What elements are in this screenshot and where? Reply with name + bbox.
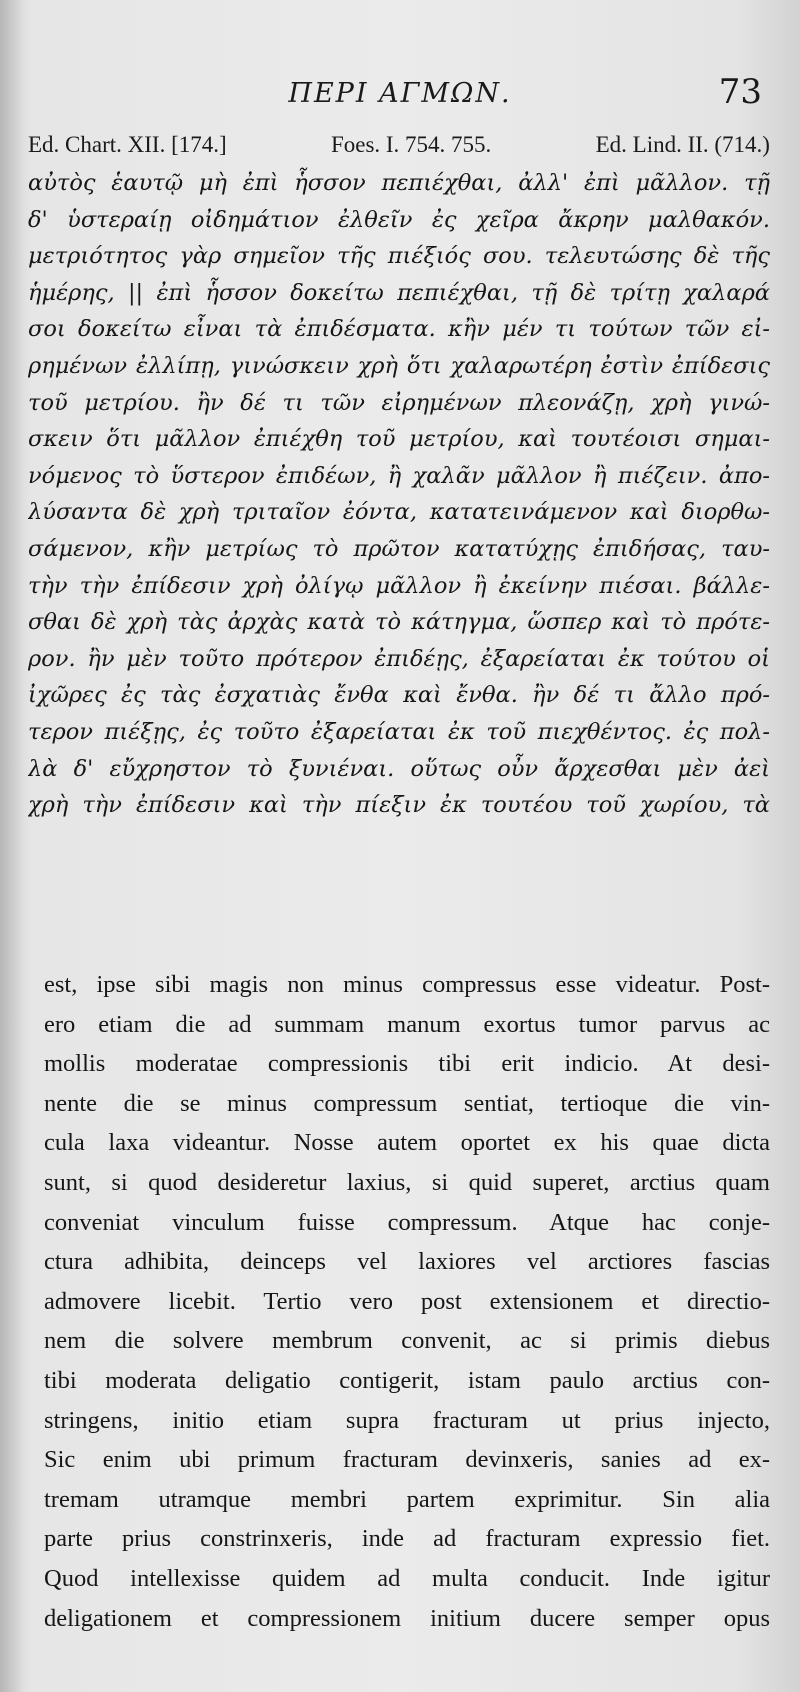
latin-line: tremam utramque membri partem exprimitur. Sin alia	[44, 1485, 770, 1513]
latin-line: ctura adhibita, deinceps vel laxiores vel arctiores fascias	[44, 1248, 770, 1276]
greek-line: νόμενος τὸ ὕστερον ἐπιδέων, ἢ χαλᾶν μᾶλλον ἢ πιέζειν. ἀπο-	[28, 462, 770, 489]
latin-line: deligationem et compressionem initium ducere semper opus	[44, 1604, 770, 1632]
latin-line: nem die solvere membrum convenit, ac si primis diebus	[44, 1327, 770, 1355]
page-number: 73	[718, 72, 762, 112]
greek-line: αὐτὸς ἑαυτῷ μὴ ἐπὶ ἧσσον πεπιέχθαι, ἀλλ' ἐπὶ μᾶλλον. τῇ	[28, 170, 770, 196]
latin-line: admovere licebit. Tertio vero post extensionem et directio-	[44, 1287, 770, 1315]
latin-line: ero etiam die ad summam manum exortus tumor parvus ac	[44, 1010, 770, 1038]
greek-line: σκειν ὅτι μᾶλλον ἐπιέχθη τοῦ μετρίου, καὶ τουτέοισι σημαι-	[28, 426, 770, 453]
greek-line: χρὴ τὴν ἐπίδεσιν καὶ τὴν πίεξιν ἐκ τουτέου τοῦ χωρίου, τὰ	[28, 792, 770, 819]
latin-line: cula laxa videantur. Nosse autem oportet ex his quae dicta	[44, 1129, 770, 1157]
latin-line: stringens, initio etiam supra fracturam ut prius injecto,	[44, 1406, 770, 1434]
edition-ref-linden: Ed. Lind. II. (714.)	[595, 132, 770, 157]
latin-line: Sic enim ubi primum fracturam devinxeris, sanies ad ex-	[44, 1446, 770, 1474]
latin-line: Quod intellexisse quidem ad multa conducit. Inde igitur	[44, 1564, 770, 1592]
latin-line: mollis moderatae compressionis tibi erit indicio. At desi-	[44, 1050, 770, 1078]
edition-ref-chartier: Ed. Chart. XII. [174.]	[28, 132, 227, 157]
greek-line: ρον. ἢν μὲν τοῦτο πρότερον ἐπιδέῃς, ἐξαρείαται ἐκ τούτου οἱ	[28, 645, 770, 672]
greek-line: ἡμέρης, || ἐπὶ ἧσσον δοκείτω πεπιέχθαι, τῇ δὲ τρίτῃ χαλαρά	[28, 279, 770, 306]
latin-line: est, ipse sibi magis non minus compressus esse videatur. Post-	[44, 971, 770, 998]
page-edge-shadow	[0, 0, 24, 1692]
edition-references	[28, 132, 770, 158]
greek-line: δ' ὑστεραίῃ οἰδημάτιον ἐλθεῖν ἐς χεῖρα ἄκρην μαλθακόν.	[28, 206, 770, 233]
page-header	[0, 72, 800, 122]
latin-line: conveniat vinculum fuisse compressum. Atque hac conje-	[44, 1208, 770, 1236]
greek-line: λύσαντα δὲ χρὴ τριταῖον ἐόντα, κατατεινάμενον καὶ διορθω-	[28, 499, 770, 526]
latin-line: parte prius constrinxeris, inde ad fracturam expressio fiet.	[44, 1525, 770, 1553]
greek-line: σθαι δὲ χρὴ τὰς ἀρχὰς κατὰ τὸ κάτηγμα, ὥσπερ καὶ τὸ πρότε-	[28, 609, 770, 636]
latin-text-block	[44, 965, 770, 1638]
greek-line: λὰ δ' εὔχρηστον τὸ ξυνιέναι. οὕτως οὖν ἄρχεσθαι μὲν ἀεὶ	[28, 755, 770, 782]
latin-line: sunt, si quod desideretur laxius, si quid superet, arctius quam	[44, 1168, 770, 1196]
greek-line: τοῦ μετρίου. ἢν δέ τι τῶν εἰρημένων πλεονάζῃ, χρὴ γινώ-	[28, 389, 770, 416]
latin-line: nente die se minus compressum sentiat, tertioque die vin-	[44, 1089, 770, 1117]
greek-text-block	[28, 165, 770, 824]
greek-line: μετριότητος γὰρ σημεῖον τῆς πιέξιός σου. τελευτώσης δὲ τῆς	[28, 243, 770, 270]
greek-line: ρημένων ἐλλίπῃ, γινώσκειν χρὴ ὅτι χαλαρωτέρη ἐστὶν ἐπίδεσις	[28, 352, 770, 379]
greek-line: σοι δοκείτω εἶναι τὰ ἐπιδέσματα. κἢν μέν τι τούτων τῶν εἰ-	[28, 316, 770, 343]
running-title: ΠΕΡΙ ΑΓΜΩΝ.	[288, 78, 512, 109]
greek-line: σάμενον, κἢν μετρίως τὸ πρῶτον κατατύχῃς ἐπιδήσας, ταυ-	[28, 535, 770, 562]
greek-line: ἰχῶρες ἐς τὰς ἐσχατιὰς ἔνθα καὶ ἔνθα. ἢν δέ τι ἄλλο πρό-	[28, 682, 770, 709]
latin-line: tibi moderata deligatio contigerit, istam paulo arctius con-	[44, 1366, 770, 1394]
greek-line: τὴν τὴν ἐπίδεσιν χρὴ ὀλίγῳ μᾶλλον ἢ ἐκείνην πιέσαι. βάλλε-	[28, 572, 770, 599]
edition-ref-foes: Foes. I. 754. 755.	[330, 132, 492, 157]
greek-line: τερον πιέξῃς, ἐς τοῦτο ἐξαρείαται ἐκ τοῦ πιεχθέντος. ἐς πολ-	[28, 718, 770, 745]
